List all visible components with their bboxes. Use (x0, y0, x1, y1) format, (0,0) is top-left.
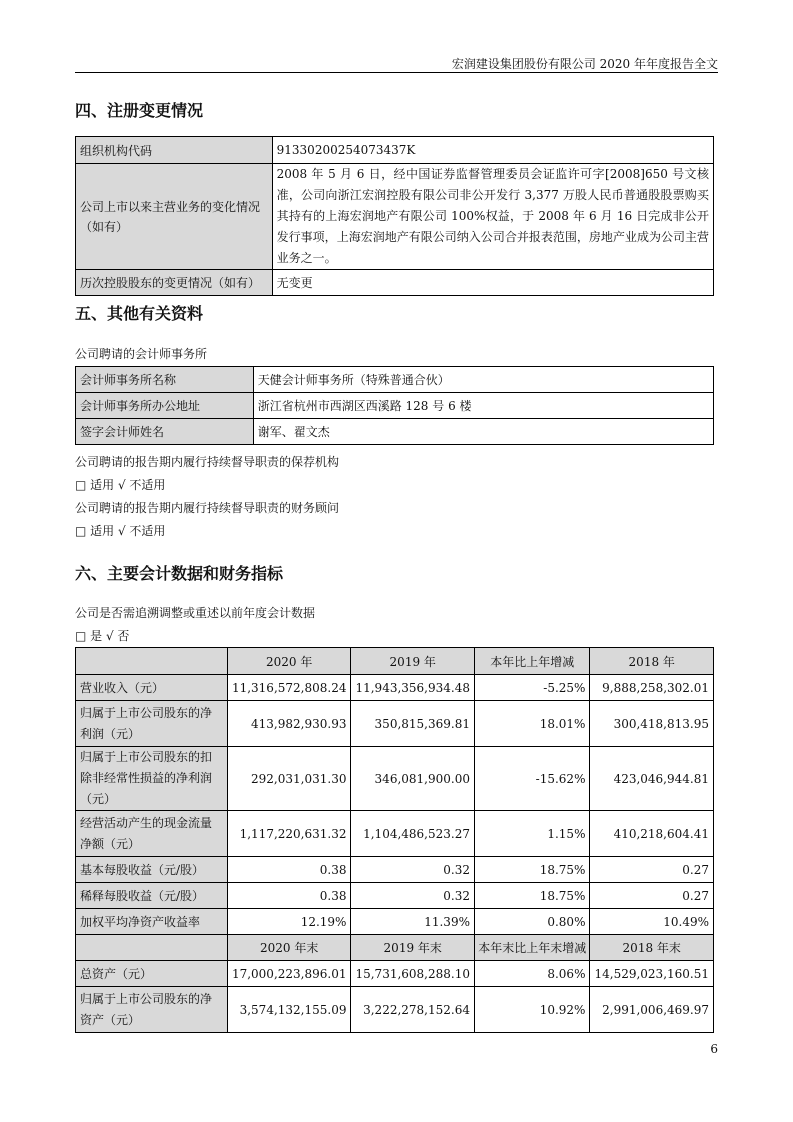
row-label: 归属于上市公司股东的净利润（元） (76, 701, 228, 747)
cell-change: -15.62% (474, 747, 589, 811)
table-row (76, 270, 714, 296)
cell-2020: 292,031,031.30 (227, 747, 351, 811)
table-row (76, 675, 714, 701)
cell-2019: 0.32 (351, 857, 475, 883)
page-number: 6 (710, 1042, 718, 1056)
row-label: 公司上市以来主营业务的变化情况（如有） (76, 164, 273, 270)
header-cell: 2019 年末 (351, 935, 475, 961)
table-row (76, 883, 714, 909)
cell-change: -5.25% (474, 675, 589, 701)
row-value: 浙江省杭州市西湖区西溪路 128 号 6 楼 (253, 393, 713, 419)
cell-change: 1.15% (474, 811, 589, 857)
accounting-firm-intro: 公司聘请的会计师事务所 (75, 347, 208, 361)
cell-2018: 423,046,944.81 (590, 747, 714, 811)
table-row (76, 811, 714, 857)
cell-change: 18.01% (474, 701, 589, 747)
header-cell: 2019 年 (351, 648, 475, 675)
accounting-firm-table (75, 366, 714, 445)
advisor-text: 公司聘请的报告期内履行持续督导职责的财务顾问 (75, 501, 340, 515)
restatement-question: 公司是否需追溯调整或重述以前年度会计数据 (75, 606, 316, 620)
table-header-row (76, 935, 714, 961)
header-cell: 本年比上年增减 (474, 648, 589, 675)
table-row (76, 857, 714, 883)
header-cell (76, 648, 228, 675)
row-value: 91330200254073437K (272, 137, 713, 164)
section4-title: 四、注册变更情况 (75, 101, 204, 120)
table-row (76, 747, 714, 811)
cell-2019: 346,081,900.00 (351, 747, 475, 811)
cell-2018: 9,888,258,302.01 (590, 675, 714, 701)
cell-2020: 413,982,930.93 (227, 701, 351, 747)
cell-2020: 11,316,572,808.24 (227, 675, 351, 701)
cell-2019: 1,104,486,523.27 (351, 811, 475, 857)
table-row (76, 961, 714, 987)
cell-2018: 14,529,023,160.51 (590, 961, 714, 987)
table-row (76, 701, 714, 747)
table-row (76, 137, 714, 164)
table-row (76, 367, 714, 393)
cell-2019: 11.39% (351, 909, 475, 935)
section6-title: 六、主要会计数据和财务指标 (75, 564, 284, 583)
row-value: 2008 年 5 月 6 日，经中国证券监督管理委员会证监许可字[2008]650 号文核准，公司向浙江宏润控股有限公司非公开发行 3,377 万股人民币普通股股票购买其持有的上海宏润地产有限公司 100%权益，于 2008 年 6 月 16 日完成非公开发行事项，上海宏润地产有限公司纳入公司合并报表范围，房地产业成为公司主营业务之一。 (272, 164, 713, 270)
row-label: 签字会计师姓名 (76, 419, 254, 445)
cell-2018: 10.49% (590, 909, 714, 935)
row-value: 天健会计师事务所（特殊普通合伙） (253, 367, 713, 393)
header-cell: 2018 年 (590, 648, 714, 675)
table-row (76, 909, 714, 935)
cell-2020: 12.19% (227, 909, 351, 935)
header-cell: 2018 年末 (590, 935, 714, 961)
row-value: 无变更 (272, 270, 713, 296)
cell-2020: 0.38 (227, 883, 351, 909)
cell-2020: 17,000,223,896.01 (227, 961, 351, 987)
registration-table (75, 136, 714, 296)
row-label: 会计师事务所名称 (76, 367, 254, 393)
advisor-choice: □ 适用 √ 不适用 (75, 524, 166, 538)
cell-2018: 2,991,006,469.97 (590, 987, 714, 1033)
row-label: 经营活动产生的现金流量净额（元） (76, 811, 228, 857)
cell-change: 8.06% (474, 961, 589, 987)
cell-2019: 3,222,278,152.64 (351, 987, 475, 1033)
header-cell: 2020 年 (227, 648, 351, 675)
cell-2018: 410,218,604.41 (590, 811, 714, 857)
sponsor-text: 公司聘请的报告期内履行持续督导职责的保荐机构 (75, 455, 340, 469)
restatement-choice: □ 是 √ 否 (75, 629, 130, 643)
section5-title: 五、其他有关资料 (75, 304, 204, 323)
row-label: 历次控股股东的变更情况（如有） (76, 270, 273, 296)
table-header-row (76, 648, 714, 675)
cell-2020: 3,574,132,155.09 (227, 987, 351, 1033)
page-header: 宏润建设集团股份有限公司 2020 年年度报告全文 (451, 57, 718, 71)
row-label: 归属于上市公司股东的扣除非经常性损益的净利润（元） (76, 747, 228, 811)
table-row (76, 419, 714, 445)
header-cell: 本年末比上年末增减 (474, 935, 589, 961)
row-label: 归属于上市公司股东的净资产（元） (76, 987, 228, 1033)
cell-2020: 0.38 (227, 857, 351, 883)
header-cell (76, 935, 228, 961)
cell-2018: 0.27 (590, 857, 714, 883)
cell-2019: 0.32 (351, 883, 475, 909)
cell-change: 10.92% (474, 987, 589, 1033)
cell-2019: 350,815,369.81 (351, 701, 475, 747)
cell-2018: 0.27 (590, 883, 714, 909)
cell-change: 18.75% (474, 857, 589, 883)
row-value: 谢军、翟文杰 (253, 419, 713, 445)
row-label: 会计师事务所办公地址 (76, 393, 254, 419)
header-rule (75, 72, 718, 73)
row-label: 加权平均净资产收益率 (76, 909, 228, 935)
table-row (76, 393, 714, 419)
cell-2018: 300,418,813.95 (590, 701, 714, 747)
row-label: 营业收入（元） (76, 675, 228, 701)
cell-2019: 15,731,608,288.10 (351, 961, 475, 987)
cell-change: 0.80% (474, 909, 589, 935)
cell-change: 18.75% (474, 883, 589, 909)
cell-2019: 11,943,356,934.48 (351, 675, 475, 701)
row-label: 稀释每股收益（元/股） (76, 883, 228, 909)
row-label: 总资产（元） (76, 961, 228, 987)
sponsor-choice: □ 适用 √ 不适用 (75, 478, 166, 492)
table-row (76, 164, 714, 270)
cell-2020: 1,117,220,631.32 (227, 811, 351, 857)
header-cell: 2020 年末 (227, 935, 351, 961)
row-label: 基本每股收益（元/股） (76, 857, 228, 883)
financial-table (75, 647, 714, 1033)
row-label: 组织机构代码 (76, 137, 273, 164)
table-row (76, 987, 714, 1033)
